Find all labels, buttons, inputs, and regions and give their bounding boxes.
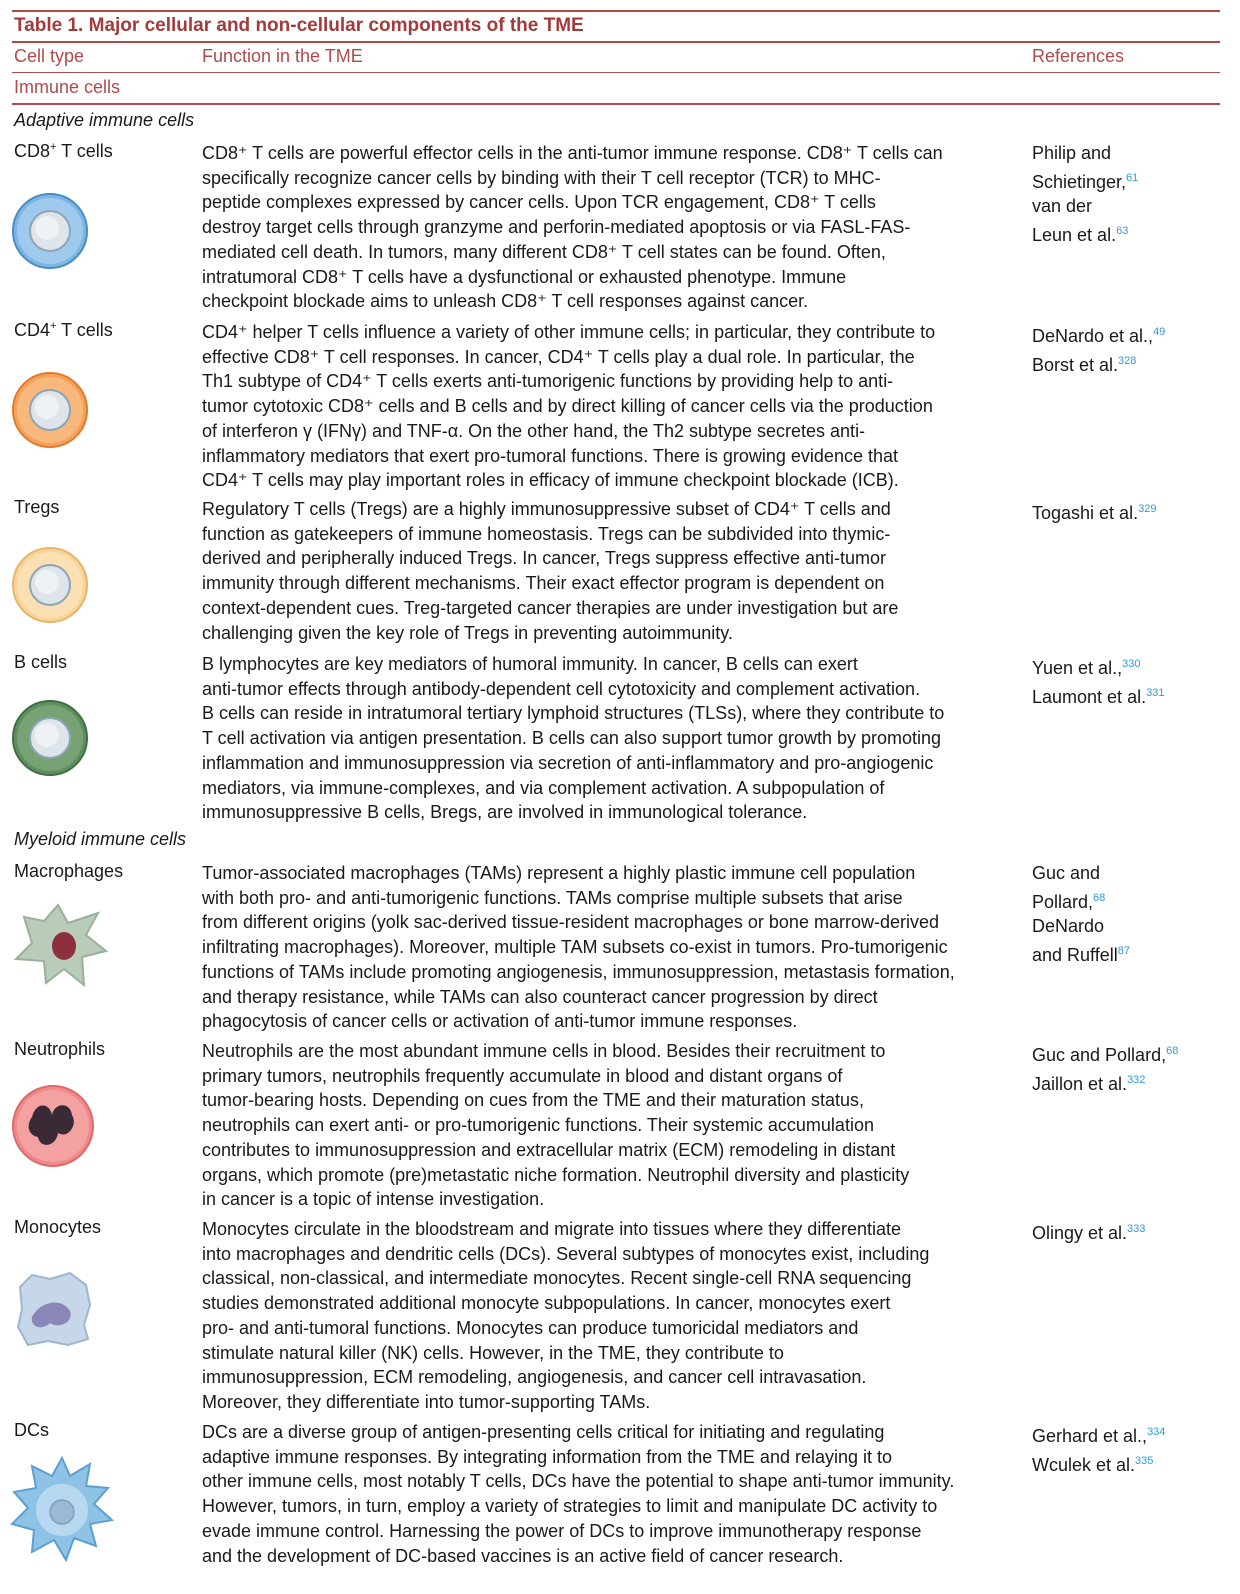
function-description: [202, 1420, 1002, 1568]
reference-number-link[interactable]: 68: [1093, 891, 1106, 904]
table-top-rule: [12, 10, 1220, 12]
reference-text: Schietinger,: [1032, 171, 1127, 192]
function-line: checkpoint blockade aims to unleash CD8⁺ T cell responses against cancer.: [202, 291, 809, 312]
function-line: CD4⁺ T cells may play important roles in efficacy of immune checkpoint blockade (ICB).: [202, 470, 899, 491]
reference-number-link[interactable]: 68: [1166, 1045, 1179, 1057]
cd4-t-cell-icon: [10, 370, 90, 450]
reference-text: Pollard,: [1032, 891, 1094, 912]
table-title: Table 1. Major cellular and non-cellular components of the TME: [14, 15, 584, 36]
function-line: classical, non-classical, and intermediate monocytes. Recent single-cell RNA sequencing: [202, 1268, 912, 1289]
cell-type-label: [14, 861, 123, 882]
function-line: Moreover, they differentiate into tumor-supporting TAMs.: [202, 1391, 651, 1412]
reference-line: [1032, 1449, 1232, 1478]
reference-number-link[interactable]: 328: [1118, 354, 1137, 367]
reference-line: [1032, 497, 1232, 526]
reference-line: [1032, 1217, 1232, 1246]
function-line: other immune cells, most notably T cells, DCs have the potential to shape anti-tumor immunity.: [202, 1471, 955, 1492]
function-line: effective CD8⁺ T cell responses. In cancer, CD4⁺ T cells play a dual role. In particular, the: [202, 346, 915, 367]
reference-line: [1032, 652, 1232, 681]
reference-number-link[interactable]: 329: [1138, 503, 1157, 515]
cell-type-label: [14, 1217, 101, 1238]
function-line: CD4⁺ helper T cells influence a variety of other immune cells; in particular, they contribute to: [202, 322, 936, 342]
function-line: evade immune control. Harnessing the power of DCs to improve immunotherapy response: [202, 1520, 922, 1541]
function-line: B lymphocytes are key mediators of humoral immunity. In cancer, B cells can exert: [202, 654, 858, 674]
references: [1032, 1039, 1232, 1096]
subgroup-heading-adaptive: Adaptive immune cells: [14, 110, 195, 130]
cell-type-name: Tregs: [14, 497, 60, 517]
cell-type-label: [14, 320, 113, 341]
function-line: inflammation and immunosuppression via secretion of anti-inflammatory and pro-angiogenic: [202, 752, 934, 773]
cell-type-suffix: T cells: [56, 141, 113, 161]
cell-type-name: Monocytes: [14, 1217, 102, 1237]
reference-text: Olingy et al.: [1032, 1223, 1128, 1243]
cd8-t-cell-icon: [10, 191, 90, 271]
dendritic-cell-icon: [10, 1454, 114, 1564]
reference-text: Jaillon et al.: [1032, 1073, 1128, 1094]
function-description: [202, 1217, 1002, 1415]
function-line: Tumor-associated macrophages (TAMs) represent a highly plastic immune cell population: [202, 863, 916, 883]
references: [1032, 141, 1232, 248]
reference-line: [1032, 349, 1232, 378]
function-description: [202, 652, 1002, 825]
function-line: peptide complexes expressed by cancer cells. Upon TCR engagement, CD8⁺ T cells: [202, 192, 876, 213]
references: [1032, 1217, 1232, 1246]
reference-number-link[interactable]: 63: [1116, 225, 1129, 238]
function-line: destroy target cells through granzyme and perforin-mediated apoptosis or via FASL-FAS-: [202, 217, 911, 238]
cell-type-superscript: +: [50, 141, 57, 153]
reference-line: [1032, 1420, 1232, 1449]
cell-type-name: Macrophages: [14, 861, 124, 881]
function-line: and the development of DC-based vaccines is an active field of cancer research.: [202, 1545, 844, 1566]
function-line: T cell activation via antigen presentation. B cells can also support tumor growth by promoting: [202, 728, 942, 749]
reference-text: DeNardo: [1032, 916, 1105, 937]
reference-number-link[interactable]: 334: [1147, 1426, 1166, 1438]
cell-type-superscript: +: [50, 320, 57, 332]
reference-number-link[interactable]: 332: [1127, 1073, 1146, 1086]
function-line: immunosuppression, ECM remodeling, angiogenesis, and cancer cell intravasation.: [202, 1367, 867, 1388]
function-description: [202, 1039, 1002, 1212]
cell-type-label: [14, 652, 67, 673]
reference-text: van der: [1032, 196, 1093, 217]
function-line: tumor-bearing hosts. Depending on cues from the TME and their maturation status,: [202, 1090, 865, 1111]
reference-line: [1032, 1039, 1232, 1068]
b-cell-icon: [10, 698, 90, 778]
reference-text: Laumont et al.: [1032, 686, 1147, 707]
cell-type-name: CD8: [14, 141, 51, 161]
reference-text: Leun et al.: [1032, 225, 1117, 246]
cell-type-label: [14, 497, 59, 518]
reference-line: [1032, 219, 1232, 248]
function-line: Neutrophils are the most abundant immune cells in blood. Besides their recruitment to: [202, 1041, 886, 1061]
reference-text: and Ruffell: [1032, 945, 1118, 966]
function-line: B cells can reside in intratumoral tertiary lymphoid structures (TLSs), where they contribute to: [202, 703, 945, 724]
reference-line: [1032, 939, 1232, 968]
function-line: challenging given the key role of Tregs in preventing autoimmunity.: [202, 622, 733, 643]
function-line: DCs are a diverse group of antigen-presenting cells critical for initiating and regulating: [202, 1422, 885, 1442]
function-line: tumor cytotoxic CD8⁺ cells and B cells and by direct killing of cancer cells via the production: [202, 396, 933, 417]
function-line: context-dependent cues. Treg-targeted cancer therapies are under investigation but are: [202, 597, 899, 618]
reference-line: [1032, 886, 1232, 915]
function-line: neutrophils can exert anti- or pro-tumorigenic functions. Their systemic accumulation: [202, 1115, 874, 1136]
function-line: Th1 subtype of CD4⁺ T cells exerts anti-tumorigenic functions by providing help to anti-: [202, 371, 894, 392]
function-line: specifically recognize cancer cells by binding with their T cell receptor (TCR) to MHC-: [202, 167, 881, 188]
column-header-references: References: [1032, 46, 1125, 66]
function-line: primary tumors, neutrophils frequently accumulate in blood and distant organs of: [202, 1065, 843, 1086]
function-line: contributes to immunosuppression and extracellular matrix (ECM) remodeling in distant: [202, 1139, 896, 1160]
function-line: adaptive immune responses. By integrating information from the TME and relaying it to: [202, 1446, 893, 1467]
reference-line: [1032, 194, 1232, 219]
function-line: into macrophages and dendritic cells (DCs). Several subtypes of monocytes exist, including: [202, 1243, 930, 1264]
reference-number-link[interactable]: 335: [1135, 1454, 1154, 1467]
monocyte-icon: [10, 1267, 94, 1351]
function-line: stimulate natural killer (NK) cells. However, in the TME, they contribute to: [202, 1342, 784, 1363]
function-line: mediators, via immune-complexes, and via complement activation. A subpopulation of: [202, 777, 885, 798]
cell-type-label: [14, 1420, 49, 1441]
references: [1032, 652, 1232, 709]
header-rule-middle: [12, 72, 1220, 73]
reference-line: [1032, 681, 1232, 710]
reference-text: DeNardo et al.,: [1032, 326, 1154, 346]
reference-text: Yuen et al.,: [1032, 658, 1123, 678]
references: [1032, 320, 1232, 377]
cell-type-suffix: T cells: [56, 320, 113, 340]
cell-type-label: [14, 141, 113, 162]
reference-line: [1032, 141, 1232, 166]
reference-text: Wculek et al.: [1032, 1454, 1136, 1475]
function-line: function as gatekeepers of immune homeostasis. Tregs can be subdivided into thymic-: [202, 523, 891, 544]
function-line: organs, which promote (pre)metastatic niche formation. Neutrophil diversity and plasticity: [202, 1164, 910, 1185]
function-line: of interferon γ (IFNγ) and TNF-α. On the other hand, the Th2 subtype secretes anti-: [202, 420, 866, 441]
reference-line: [1032, 320, 1232, 349]
group-heading-immune-cells: Immune cells: [14, 77, 121, 97]
function-line: immunosuppressive B cells, Bregs, are involved in immunological tolerance.: [202, 802, 808, 823]
treg-cell-icon: [10, 545, 90, 625]
function-line: mediated cell death. In tumors, many different CD8⁺ T cell states can be found. Often,: [202, 241, 886, 262]
function-line: Monocytes circulate in the bloodstream and migrate into tissues where they differentiate: [202, 1219, 902, 1239]
reference-number-link[interactable]: 333: [1127, 1223, 1146, 1235]
references: [1032, 497, 1232, 526]
function-line: derived and peripherally induced Tregs. In cancer, Tregs suppress effective anti-tumor: [202, 548, 887, 569]
reference-text: Gerhard et al.,: [1032, 1426, 1148, 1446]
function-line: However, tumors, in turn, employ a variety of strategies to limit and manipulate DC activity to: [202, 1496, 938, 1517]
function-line: anti-tumor effects through antibody-dependent cell cytotoxicity and complement activation.: [202, 678, 921, 699]
reference-number-link[interactable]: 87: [1117, 945, 1130, 958]
function-line: pro- and anti-tumoral functions. Monocytes can produce tumoricidal mediators and: [202, 1317, 859, 1338]
reference-line: [1032, 861, 1232, 886]
cell-type-name: CD4: [14, 320, 51, 340]
header-rule-top: [12, 41, 1220, 43]
function-description: [202, 320, 1002, 493]
subgroup-heading-myeloid: Myeloid immune cells: [14, 829, 187, 849]
neutrophil-icon: [10, 1083, 96, 1169]
function-line: from different origins (yolk sac-derived tissue-resident macrophages or bone marrow-derived: [202, 912, 939, 933]
reference-number-link[interactable]: 330: [1122, 658, 1141, 670]
reference-text: Togashi et al.: [1032, 503, 1139, 523]
reference-line: [1032, 166, 1232, 195]
function-line: with both pro- and anti-tumorigenic functions. TAMs comprise multiple subsets that arise: [202, 887, 903, 908]
function-description: [202, 861, 1002, 1034]
function-line: intratumoral CD8⁺ T cells have a dysfunctional or exhausted phenotype. Immune: [202, 266, 847, 287]
reference-line: [1032, 914, 1232, 939]
references: [1032, 861, 1232, 968]
reference-number-link[interactable]: 331: [1146, 686, 1165, 699]
reference-number-link[interactable]: 61: [1126, 171, 1139, 184]
reference-text: Guc and Pollard,: [1032, 1045, 1167, 1065]
reference-text: Borst et al.: [1032, 354, 1119, 375]
reference-line: [1032, 1068, 1232, 1097]
reference-text: Philip and: [1032, 143, 1112, 163]
cell-type-name: B cells: [14, 652, 68, 672]
function-line: studies demonstrated additional monocyte subpopulations. In cancer, monocytes exert: [202, 1293, 891, 1314]
function-line: Regulatory T cells (Tregs) are a highly immunosuppressive subset of CD4⁺ T cells and: [202, 499, 891, 519]
column-header-cell-type: Cell type: [14, 46, 85, 66]
function-line: phagocytosis of cancer cells or activation of anti-tumor immune responses.: [202, 1011, 798, 1032]
header-rule-bottom: [12, 103, 1220, 105]
cell-type-label: [14, 1039, 105, 1060]
column-header-function: Function in the TME: [202, 46, 363, 66]
function-description: [202, 141, 1002, 314]
cell-type-name: Neutrophils: [14, 1039, 106, 1059]
function-description: [202, 497, 1002, 645]
reference-text: Guc and: [1032, 863, 1101, 883]
function-line: and therapy resistance, while TAMs can also counteract cancer progression by direct: [202, 986, 878, 1007]
cell-type-name: DCs: [14, 1420, 49, 1440]
function-line: functions of TAMs include promoting angiogenesis, immunosuppression, metastasis formation,: [202, 961, 955, 982]
references: [1032, 1420, 1232, 1477]
reference-number-link[interactable]: 49: [1153, 326, 1166, 338]
function-line: immunity through different mechanisms. Their exact effector program is dependent on: [202, 573, 885, 594]
function-line: in cancer is a topic of intense investigation.: [202, 1189, 545, 1210]
function-line: infiltrating macrophages). Moreover, multiple TAM subsets co-exist in tumors. Pro-tumorigenic: [202, 937, 948, 958]
function-line: CD8⁺ T cells are powerful effector cells in the anti-tumor immune response. CD8⁺ T cells can: [202, 143, 943, 163]
macrophage-icon: [10, 899, 110, 989]
function-line: inflammatory mediators that exert pro-tumoral functions. There is growing evidence that: [202, 445, 898, 466]
